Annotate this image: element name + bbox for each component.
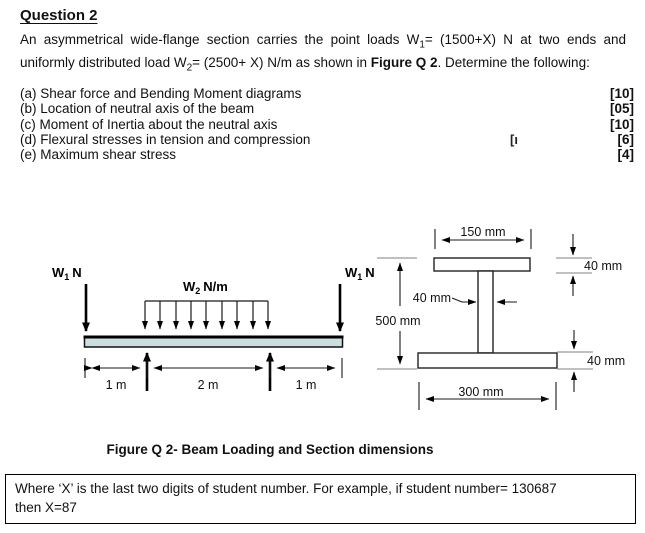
w1-subscript: 1 bbox=[419, 39, 425, 51]
task-label: (e) Maximum shear stress bbox=[20, 147, 177, 163]
bottom-flange-thickness-label: 40 mm bbox=[587, 354, 626, 368]
task-item-e bbox=[20, 147, 634, 162]
note-line-1: Where ‘X’ is the last two digits of student number. For example, if student number= 130687 bbox=[15, 481, 557, 496]
task-marks: [10] bbox=[609, 86, 634, 101]
point-load-label-right: $W_1$ N bbox=[345, 265, 375, 282]
task-label: (b) Location of neutral axis of the beam bbox=[20, 101, 255, 117]
task-item-c bbox=[20, 117, 634, 132]
task-list bbox=[20, 86, 634, 162]
span-left-label: 1 m bbox=[105, 378, 127, 392]
top-flange bbox=[434, 258, 530, 271]
top-flange-thickness-label: 40 mm bbox=[584, 259, 623, 273]
note-line-2: then X=87 bbox=[15, 499, 77, 515]
task-label: (d) Flexural stresses in tension and compression bbox=[20, 131, 311, 147]
intro-text: . Determine the following: bbox=[437, 55, 590, 71]
web bbox=[478, 271, 493, 353]
task-marks: [10] bbox=[609, 116, 634, 132]
point-load-label-left: $W_1$ N bbox=[52, 265, 82, 282]
top-flange-width-label: 150 mm bbox=[460, 225, 506, 239]
intro-paragraph bbox=[20, 31, 626, 77]
note-box bbox=[5, 474, 636, 524]
stray-mark: [ı bbox=[510, 131, 518, 147]
intro-text: An asymmetrical wide-flange section carries the point loads W bbox=[20, 32, 420, 47]
bottom-flange-width-label: 300 mm bbox=[458, 385, 504, 399]
udl-arrows bbox=[145, 301, 268, 329]
task-label: (c) Moment of Inertia about the neutral axis bbox=[20, 116, 278, 132]
task-marks: [6] bbox=[617, 131, 634, 147]
w2-subscript: 2 bbox=[186, 62, 193, 74]
overall-depth-label: 500 mm bbox=[375, 314, 421, 328]
task-item-d bbox=[20, 132, 634, 147]
section-diagram bbox=[375, 225, 625, 410]
figure-q2 bbox=[0, 218, 645, 430]
task-item-b bbox=[20, 101, 634, 116]
intro-text: = (2500+ X) N/m as shown in bbox=[192, 55, 371, 71]
span-dimensions bbox=[85, 358, 342, 378]
figure-caption: Figure Q 2- Beam Loading and Section dimensions bbox=[106, 442, 434, 457]
intro-text: = (1500+X) N at two ends and uniformly distributed load W bbox=[20, 32, 626, 71]
beam-loading-diagram bbox=[52, 265, 375, 392]
web-thickness-label: 40 mm bbox=[412, 291, 451, 305]
task-label: (a) Shear force and Bending Moment diagrams bbox=[20, 86, 302, 101]
span-right-label: 1 m bbox=[295, 378, 317, 392]
span-mid-label: 2 m bbox=[197, 378, 219, 392]
question-title: Question 2 bbox=[20, 7, 98, 24]
task-marks: [05] bbox=[609, 101, 634, 117]
task-item-a bbox=[20, 86, 634, 101]
task-marks: [4] bbox=[617, 147, 634, 163]
bottom-flange bbox=[418, 353, 557, 368]
distributed-load-label: $W_2$ N/m bbox=[183, 279, 228, 296]
figure-reference: Figure Q 2 bbox=[370, 55, 438, 71]
